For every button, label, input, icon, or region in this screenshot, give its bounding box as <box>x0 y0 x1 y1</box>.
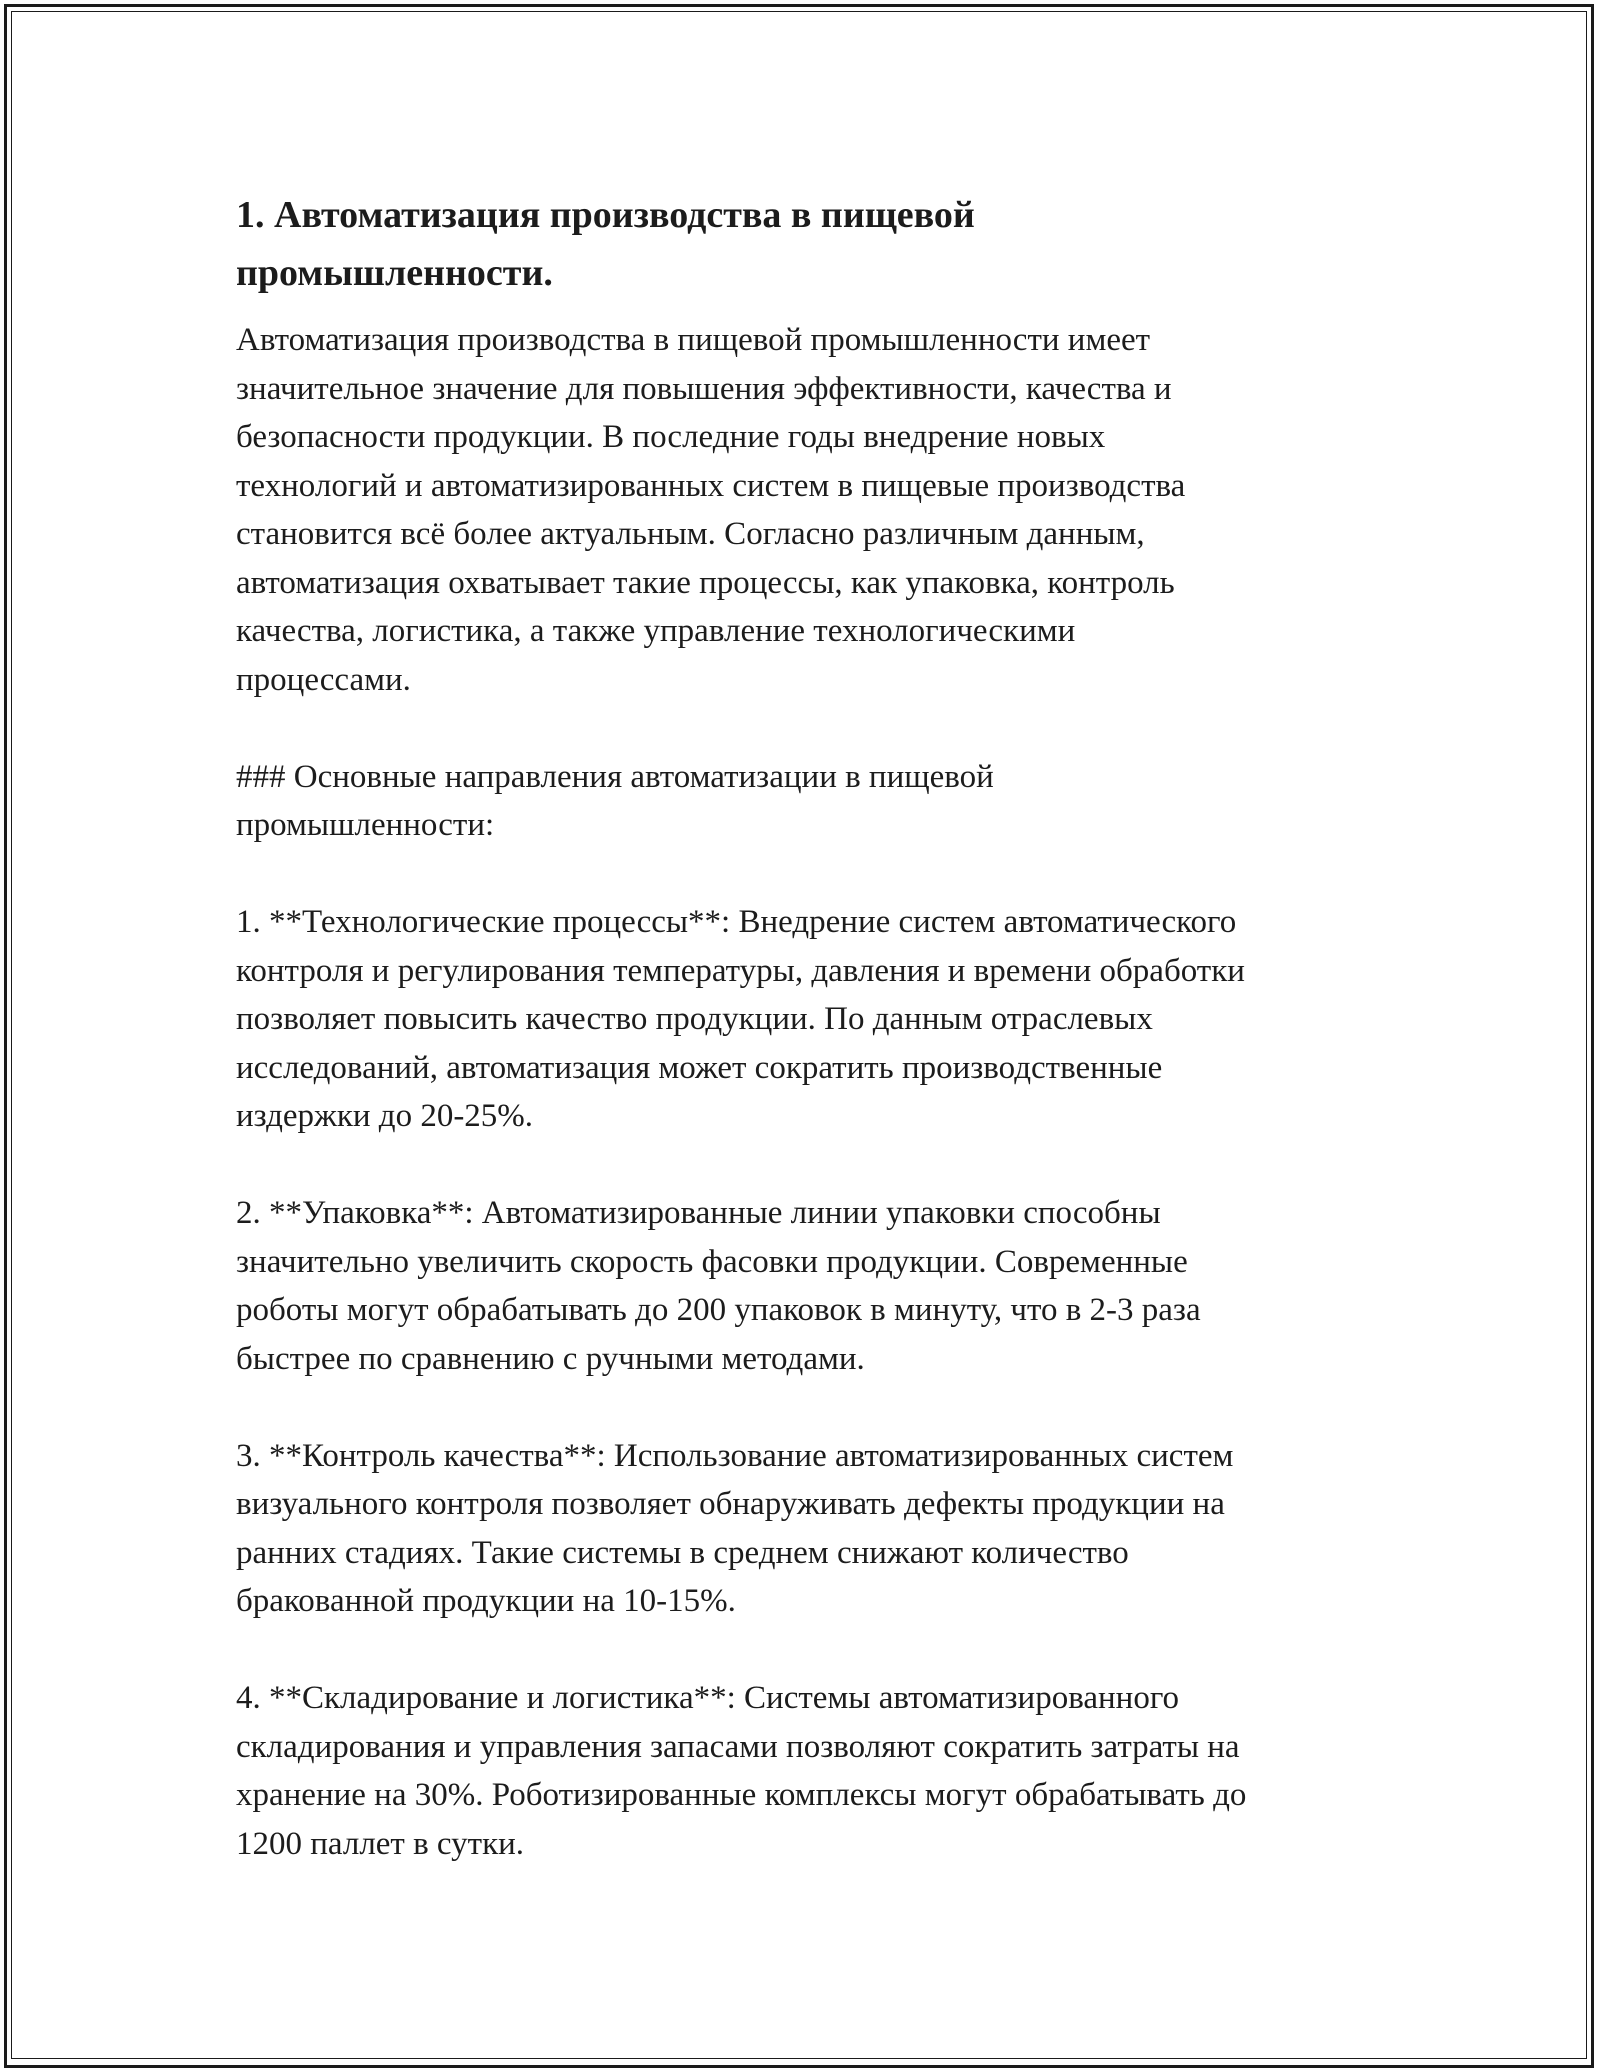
paragraph-spacer <box>236 1383 1376 1432</box>
paragraph-spacer <box>236 1141 1376 1190</box>
paragraph-spacer <box>236 850 1376 899</box>
section-subheading: ### Основные направления автоматизации в пищевой промышленности: <box>236 758 994 843</box>
document-body <box>236 186 1376 1868</box>
document-title: 1. Автоматизация производства в пищевой промышленности. <box>236 194 975 294</box>
list-item-quality-control: 3. **Контроль качества**: Использование автоматизированных систем визуального контроля позволяет обнаруживать дефекты продукции на ранних стадиях. Такие системы в среднем снижают количество бракованной продукции на 10-15%. <box>236 1437 1234 1619</box>
list-item-packaging: 2. **Упаковка**: Автоматизированные линии упаковки способны значительно увеличить скорость фасовки продукции. Современные роботы могут обрабатывать до 200 упаковок в минуту, что в 2-3 раза быстрее по сравнению с ручными методами. <box>236 1195 1201 1377</box>
list-item-warehousing-logistics: 4. **Складирование и логистика**: Системы автоматизированного складирования и управления запасами позволяют сократить затраты на хранение на 30%. Роботизированные комплексы могут обрабатывать до 1200 паллет в сутки. <box>236 1680 1247 1862</box>
paragraph-spacer <box>236 704 1376 753</box>
list-item-technological-processes: 1. **Технологические процессы**: Внедрение систем автоматического контроля и регулирования температуры, давления и времени обработки позволяет повысить качество продукции. По данным отраслевых исследований, автоматизация может сократить производственные издержки до 20-25%. <box>236 904 1245 1134</box>
paragraph-spacer <box>236 1626 1376 1675</box>
intro-paragraph: Автоматизация производства в пищевой промышленности имеет значительное значение для повышения эффективности, качества и безопасности продукции. В последние годы внедрение новых технологий и автоматизированных систем в пищевые производства становится всё более актуальным. Согласно различным данным, автоматизация охватывает такие процессы, как упаковка, контроль качества, логистика, а также управление технологическими процессами. <box>236 322 1186 698</box>
